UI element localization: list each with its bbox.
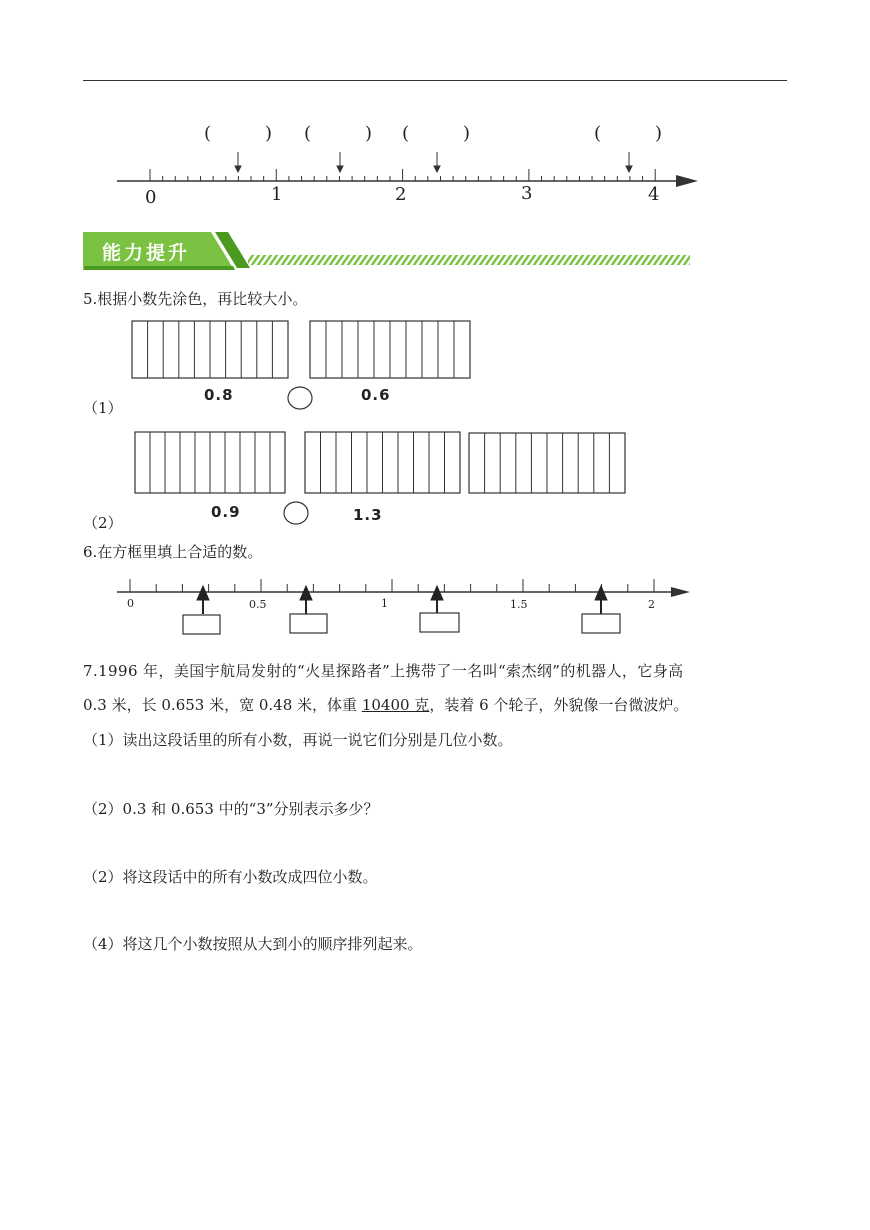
shading-grid-1-right[interactable] [310,321,470,378]
number-line-1-svg [0,0,870,230]
q7-sub1: （1）读出这段话里的所有小数，再说一说它们分别是几位小数。 [83,731,513,749]
nl1-label-1: 1 [271,184,283,205]
nl2-label-0: 0 [127,597,134,610]
nl1-label-4: 4 [648,184,660,205]
q6-stem: 6.在方框里填上合适的数。 [83,543,263,561]
answer-box-1[interactable] [183,615,220,634]
q5-grids [0,300,870,520]
nl1-label-0: 0 [145,187,157,208]
answer-blank-1[interactable]: ( ) [204,123,279,144]
q5-2-label: （2） [83,514,123,532]
nl2-label-2: 2 [648,598,655,611]
q7-line2-post: ，装着 6 个轮子，外貌像一台微波炉。 [429,696,689,714]
q5-stem: 5.根据小数先涂色，再比较大小。 [83,290,308,308]
shading-grid-2-middle[interactable] [305,432,460,493]
q5-1-right-value: 0.6 [361,386,391,404]
q5-1-label: （1） [83,399,123,417]
compare-circle-2[interactable] [284,502,308,524]
q5-1-left-value: 0.8 [204,386,234,404]
shading-grid-2-left[interactable] [135,432,285,493]
nl2-label-15: 1.5 [510,598,528,611]
nl2-label-05: 0.5 [249,598,267,611]
nl1-label-3: 3 [521,183,533,204]
shading-grid-2-right[interactable] [469,433,625,493]
q7-sub2: （2）0.3 和 0.653 中的“3”分别表示多少？ [83,800,379,818]
nl1-label-2: 2 [395,184,407,205]
q7-sub4: （4）将这几个小数按照从大到小的顺序排列起来。 [83,935,423,953]
answer-blank-3[interactable]: ( ) [402,123,477,144]
q7-sub3: （2）将这段话中的所有小数改成四位小数。 [83,868,378,886]
q5-2-right-value: 1.3 [353,506,383,524]
q7-line2-pre: 0.3 米，长 0.653 米，宽 0.48 米，体重 [83,696,362,714]
shading-grid-1-left[interactable] [132,321,288,378]
compare-circle-1[interactable] [288,387,312,409]
q7-line2 [83,694,688,715]
number-line-2-svg [0,570,870,650]
q7-weight-underlined: 10400 克 [361,696,430,714]
nl2-label-1: 1 [381,597,388,610]
q7-line1: 7.1996 年，美国宇航局发射的“火星探路者”上携带了一名叫“索杰纲”的机器人，它身高 [83,662,684,680]
q5-2-left-value: 0.9 [211,503,241,521]
answer-box-2[interactable] [290,614,327,633]
answer-box-3[interactable] [420,613,459,632]
answer-blank-4[interactable]: ( ) [594,123,669,144]
banner-title: 能力提升 [102,242,191,264]
answer-blank-2[interactable]: ( ) [304,123,379,144]
answer-box-4[interactable] [582,614,620,633]
